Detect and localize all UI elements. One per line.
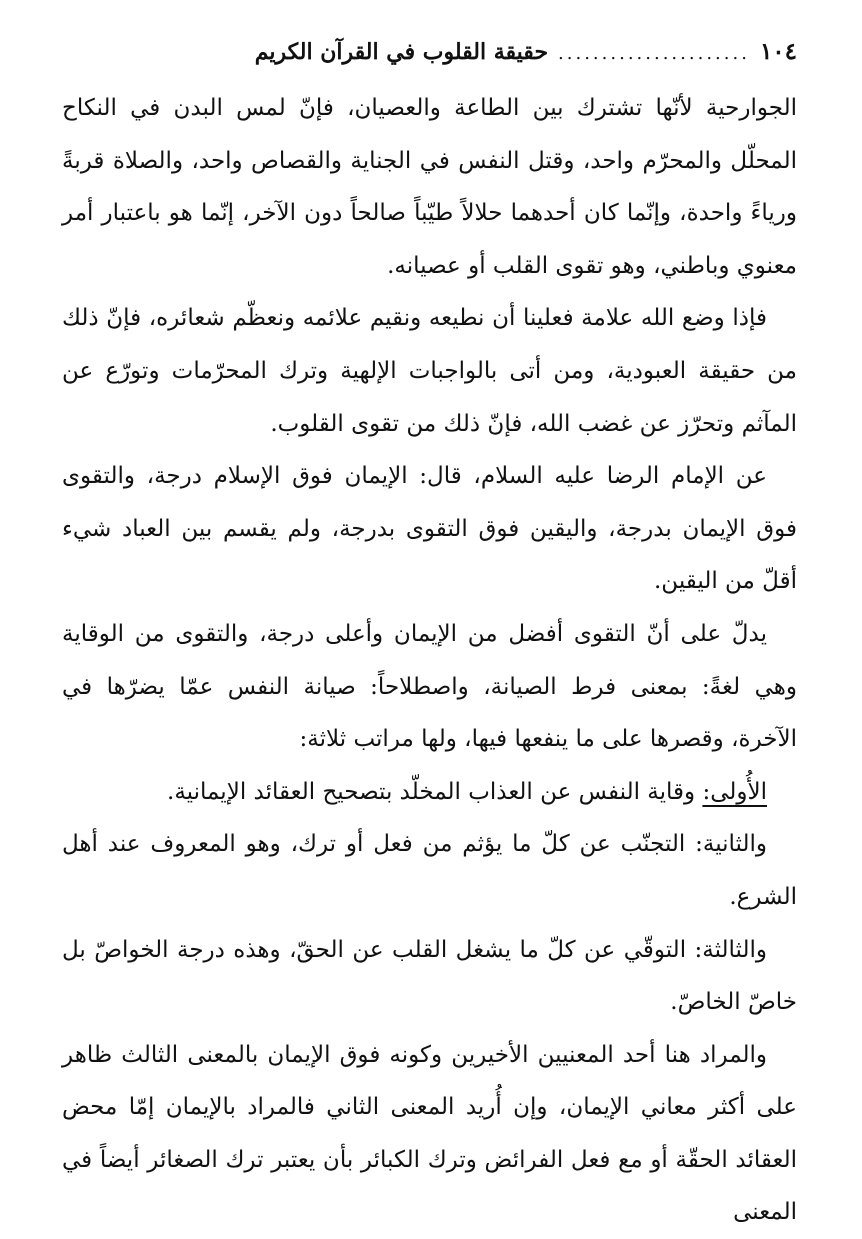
body-text — [62, 82, 797, 1239]
running-header — [62, 38, 797, 80]
paragraph-signs-of-god: فإذا وضع الله علامة فعلينا أن نطيعه ونقيم علائمه ونعظّم شعائره، فإنّ ذلك من حقيقة العبودية، ومن أتى بالواجبات الإلهية وترك المحرّمات وتورّع عن المآثم وتحرّز عن غضب الله، فإنّ ذلك من تقوى القلوب. — [62, 305, 797, 437]
list-item-second-level: والثانية: التجنّب عن كلّ ما يؤثم من فعل أو ترك، وهو المعروف عند أهل الشرع. — [62, 831, 797, 910]
list-item-first-label: الأُولى: — [702, 778, 767, 805]
header-dot-leader: ...................... — [558, 43, 750, 64]
paragraph-hadith-rida: عن الإمام الرضا عليه السلام، قال: الإيمان فوق الإسلام درجة، والتقوى فوق الإيمان بدرجة، واليقين فوق التقوى بدرجة، ولم يقسم بين العباد شيء أقلّ من اليقين. — [62, 463, 797, 595]
paragraph-meaning-discussion: والمراد هنا أحد المعنيين الأخيرين وكونه فوق الإيمان بالمعنى الثالث ظاهر على أكثر معاني الإيمان، وإن أُريد المعنى الثاني فالمراد بالإيمان إمّا محض العقائد الحقّة أو مع فعل الفرائض وترك الكبائر بأن يعتبر ترك الصغائر أيضاً في المعنى — [62, 1041, 797, 1226]
list-item-first-text: وقاية النفس عن العذاب المخلّد بتصحيح العقائد الإيمانية. — [167, 778, 703, 805]
list-item-first-level — [62, 766, 797, 819]
running-title: حقيقة القلوب في القرآن الكريم — [254, 39, 549, 65]
page-number: ١٠٤ — [759, 38, 797, 65]
book-page — [62, 38, 797, 1226]
paragraph-taqwa-definition: يدلّ على أنّ التقوى أفضل من الإيمان وأعلى درجة، والتقوى من الوقاية وهي لغةً: بمعنى فرط الصيانة، واصطلاحاً: صيانة النفس عمّا يضرّها في الآخرة، وقصرها على ما ينفعها فيها، ولها مراتب ثلاثة: — [62, 620, 797, 753]
list-item-third-level: والثالثة: التوقّي عن كلّ ما يشغل القلب عن الحقّ، وهذه درجة الخواصّ بل خاصّ الخاصّ. — [62, 936, 797, 1016]
paragraph-continuation: الجوارحية لأنّها تشترك بين الطاعة والعصيان، فإنّ لمس البدن في النكاح المحلّل والمحرّم واحد، وقتل النفس في الجناية والقصاص واحد، والصلاة قربةً ورياءً واحدة، وإنّما كان أحدهما حلالاً طيّباً صالحاً دون الآخر، إنّما هو باعتبار أمر معنوي وباطني، وهو تقوى القلب أو عصيانه. — [62, 95, 797, 279]
